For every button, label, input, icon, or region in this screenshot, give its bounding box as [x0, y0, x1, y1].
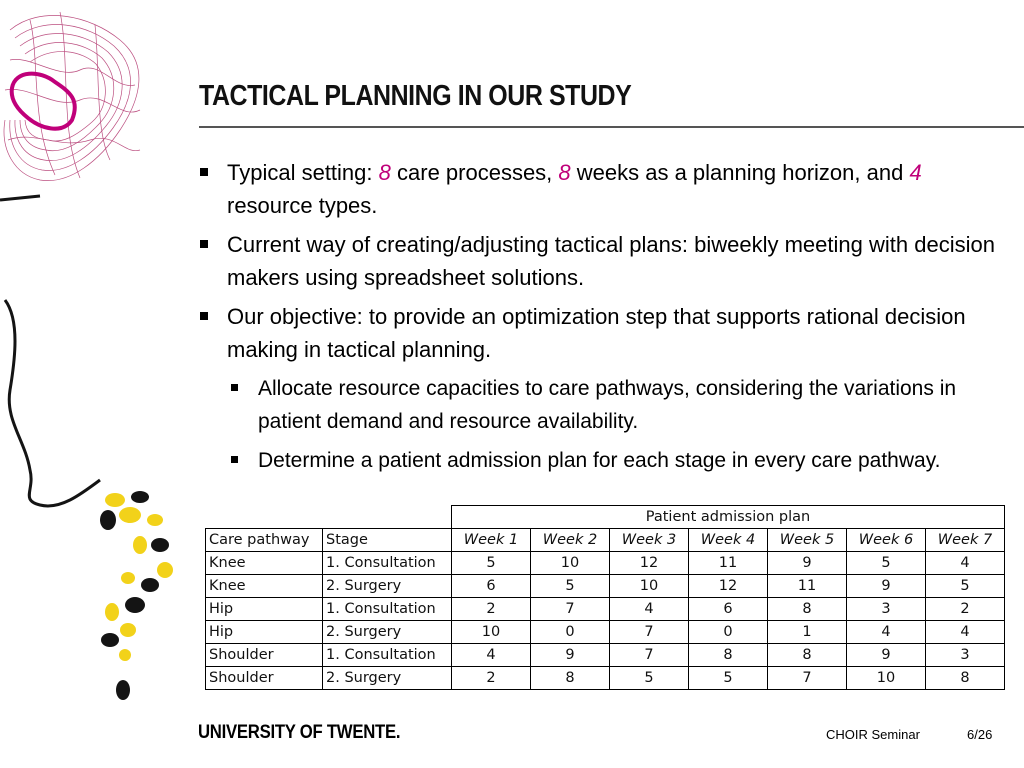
table-cell: 4	[452, 644, 531, 667]
table-row	[206, 552, 1005, 575]
curved-line-graphic	[0, 196, 100, 506]
bullet-current-way: Current way of creating/adjusting tactical plans: biweekly meeting with decision makers using spreadsheet solutions.	[198, 228, 998, 294]
table-cell: 6	[452, 575, 531, 598]
column-header: Stage	[323, 529, 452, 552]
table-cell: Knee	[206, 552, 323, 575]
table-cell: 11	[689, 552, 768, 575]
footer-seminar-label: CHOIR Seminar	[826, 727, 920, 742]
table-cell: 5	[531, 575, 610, 598]
column-header: Week 1	[452, 529, 531, 552]
table-cell: 7	[531, 598, 610, 621]
table-cell: 9	[847, 575, 926, 598]
table-cell: 3	[847, 598, 926, 621]
table-cell: Hip	[206, 598, 323, 621]
table-cell: 5	[610, 667, 689, 690]
table-row	[206, 667, 1005, 690]
university-logo: UNIVERSITY OF TWENTE.	[198, 722, 401, 743]
table-cell: 5	[689, 667, 768, 690]
slide-title: TACTICAL PLANNING IN OUR STUDY	[199, 80, 632, 112]
column-header: Care pathway	[206, 529, 323, 552]
table-cell: 1	[768, 621, 847, 644]
table-group-header-row	[206, 506, 1005, 529]
table-cell: 4	[926, 621, 1005, 644]
column-header: Week 4	[689, 529, 768, 552]
table-cell: 1. Consultation	[323, 598, 452, 621]
table-cell: 9	[847, 644, 926, 667]
table-cell: 10	[847, 667, 926, 690]
bullet-typical-setting	[198, 156, 998, 222]
table-cell: 0	[689, 621, 768, 644]
table-cell: 0	[531, 621, 610, 644]
bullet-text: weeks as a planning horizon, and	[570, 160, 910, 185]
table-cell: 12	[689, 575, 768, 598]
emphasis-number: 8	[558, 160, 571, 185]
table-row	[206, 575, 1005, 598]
table-cell: 6	[689, 598, 768, 621]
table-cell: 8	[926, 667, 1005, 690]
table-blank-cell	[206, 506, 323, 529]
table-cell: 11	[768, 575, 847, 598]
column-header: Week 2	[531, 529, 610, 552]
table-cell: Hip	[206, 621, 323, 644]
emphasis-number: 4	[909, 160, 922, 185]
title-divider	[199, 126, 1024, 128]
table-cell: 10	[610, 575, 689, 598]
bullet-text: Typical setting:	[227, 160, 379, 185]
bullet-objective: Our objective: to provide an optimization step that supports rational decision making in tactical planning.	[198, 300, 998, 366]
admission-plan-table	[205, 505, 1005, 690]
table-row	[206, 621, 1005, 644]
table-cell: 9	[531, 644, 610, 667]
table-cell: 5	[847, 552, 926, 575]
table-cell: 2. Surgery	[323, 621, 452, 644]
table-cell: 9	[768, 552, 847, 575]
decorative-artwork	[0, 0, 200, 720]
table-cell: 8	[689, 644, 768, 667]
column-header: Week 3	[610, 529, 689, 552]
table-cell: 7	[610, 621, 689, 644]
emphasis-number: 8	[378, 160, 391, 185]
table-cell: Shoulder	[206, 644, 323, 667]
page-number: 6/26	[967, 727, 993, 742]
table-cell: 10	[452, 621, 531, 644]
table-cell: 7	[610, 644, 689, 667]
table-row	[206, 598, 1005, 621]
question-mark-graphic	[100, 491, 173, 700]
table-blank-cell	[323, 506, 452, 529]
table-cell: 4	[610, 598, 689, 621]
bullet-text: resource types.	[227, 193, 378, 218]
bullet-text: care processes,	[390, 160, 559, 185]
table-cell: 10	[531, 552, 610, 575]
table-cell: 2	[452, 598, 531, 621]
table-cell: 4	[847, 621, 926, 644]
table-cell: 8	[768, 598, 847, 621]
table-cell: 12	[610, 552, 689, 575]
table-cell: 4	[926, 552, 1005, 575]
table-cell: 2. Surgery	[323, 667, 452, 690]
table-row	[206, 644, 1005, 667]
table-cell: 8	[531, 667, 610, 690]
table-cell: 5	[926, 575, 1005, 598]
table-cell: Shoulder	[206, 667, 323, 690]
table-cell: 5	[452, 552, 531, 575]
table-header-row	[206, 529, 1005, 552]
table-cell: 2	[926, 598, 1005, 621]
column-header: Week 7	[926, 529, 1005, 552]
table-cell: 2	[452, 667, 531, 690]
column-header: Week 5	[768, 529, 847, 552]
table-cell: 3	[926, 644, 1005, 667]
sub-bullet-allocate: Allocate resource capacities to care pathways, considering the variations in patient demand and resource availability.	[229, 372, 998, 438]
sub-bullet-determine: Determine a patient admission plan for each stage in every care pathway.	[229, 444, 998, 477]
wireframe-blob-core	[12, 74, 75, 129]
table-cell: Knee	[206, 575, 323, 598]
table-cell: 1. Consultation	[323, 552, 452, 575]
table-cell: 1. Consultation	[323, 644, 452, 667]
column-header: Week 6	[847, 529, 926, 552]
table-cell: 8	[768, 644, 847, 667]
table-group-header: Patient admission plan	[452, 506, 1005, 529]
table-cell: 7	[768, 667, 847, 690]
table-cell: 2. Surgery	[323, 575, 452, 598]
bullet-list	[198, 156, 998, 483]
